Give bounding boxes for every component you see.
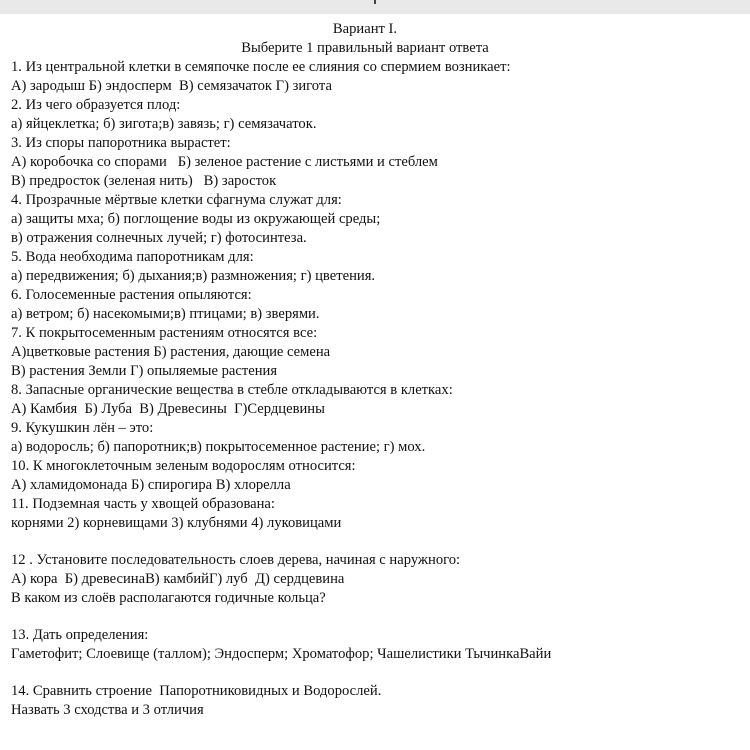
answer-4-a: а) защиты мха; б) поглощение воды из окружающей среды; [11, 211, 381, 227]
answer-2: а) яйцеклетка; б) зигота;в) завязь; г) семязачаток. [11, 116, 317, 132]
top-bar [0, 0, 750, 15]
variant-title: Вариант I. [332, 21, 398, 37]
answer-7-a: А)цветковые растения Б) растения, дающие семена [11, 344, 331, 360]
answer-7-b: В) растения Земли Г) опыляемые растения [11, 363, 278, 379]
question-14: 14. Сравнить строение Папоротниковидных и Водорослей. [11, 683, 382, 699]
question-3: 3. Из споры папоротника вырастет: [11, 135, 231, 151]
answer-5: а) передвижения; б) дыхания;в) размножения; г) цветения. [11, 268, 376, 284]
question-4: 4. Прозрачные мёртвые клетки сфагнума служат для: [11, 192, 342, 208]
answer-12: А) кора Б) древесинаВ) камбийГ) луб Д) сердцевина [11, 571, 345, 587]
question-11: 11. Подземная часть у хвощей образована: [11, 496, 275, 512]
question-5: 5. Вода необходима папоротникам для: [11, 249, 254, 265]
answer-3-a: А) коробочка со спорами Б) зеленое растение с листьями и стеблем [11, 154, 438, 170]
question-2: 2. Из чего образуется плод: [11, 97, 181, 113]
document-page [0, 14, 750, 750]
question-8: 8. Запасные органические вещества в стебле откладываются в клетках: [11, 382, 453, 398]
task-14: Назвать 3 сходства и 3 отличия [11, 702, 204, 718]
question-6: 6. Голосеменные растения опыляются: [11, 287, 252, 303]
answer-4-b: в) отражения солнечных лучей; г) фотосинтеза. [11, 230, 307, 246]
question-1: 1. Из центральной клетки в семяпочке после ее слияния со спермием возникает: [11, 59, 511, 75]
top-bar-mark [374, 0, 376, 4]
question-12: 12 . Установите последовательность слоев дерева, начиная с наружного: [11, 552, 461, 568]
answer-11: корнями 2) корневищами 3) клубнями 4) луковицами [11, 515, 342, 531]
answer-1: А) зародыш Б) эндосперм В) семязачаток Г) зигота [11, 78, 332, 94]
question-13: 13. Дать определения: [11, 627, 149, 643]
question-12-sub: В каком из слоёв располагаются годичные кольца? [11, 590, 326, 606]
instruction: Выберите 1 правильный вариант ответа [241, 40, 489, 56]
answer-9: а) водоросль; б) папоротник;в) покрытосеменное растение; г) мох. [11, 439, 426, 455]
terms-13: Гаметофит; Слоевище (таллом); Эндосперм; Хроматофор; Чашелистики ТычинкаВайи [11, 646, 552, 662]
answer-6: а) ветром; б) насекомыми;в) птицами; в) зверями. [11, 306, 320, 322]
question-9: 9. Кукушкин лён – это: [11, 420, 154, 436]
answer-3-b: В) предросток (зеленая нить) В) заросток [11, 173, 277, 189]
answer-8: А) Камбия Б) Луба В) Древесины Г)Сердцевины [11, 401, 325, 417]
answer-10: А) хламидомонада Б) спирогира В) хлорелла [11, 477, 291, 493]
question-7: 7. К покрытосеменным растениям относятся все: [11, 325, 318, 341]
question-10: 10. К многоклеточным зеленым водорослям относится: [11, 458, 356, 474]
